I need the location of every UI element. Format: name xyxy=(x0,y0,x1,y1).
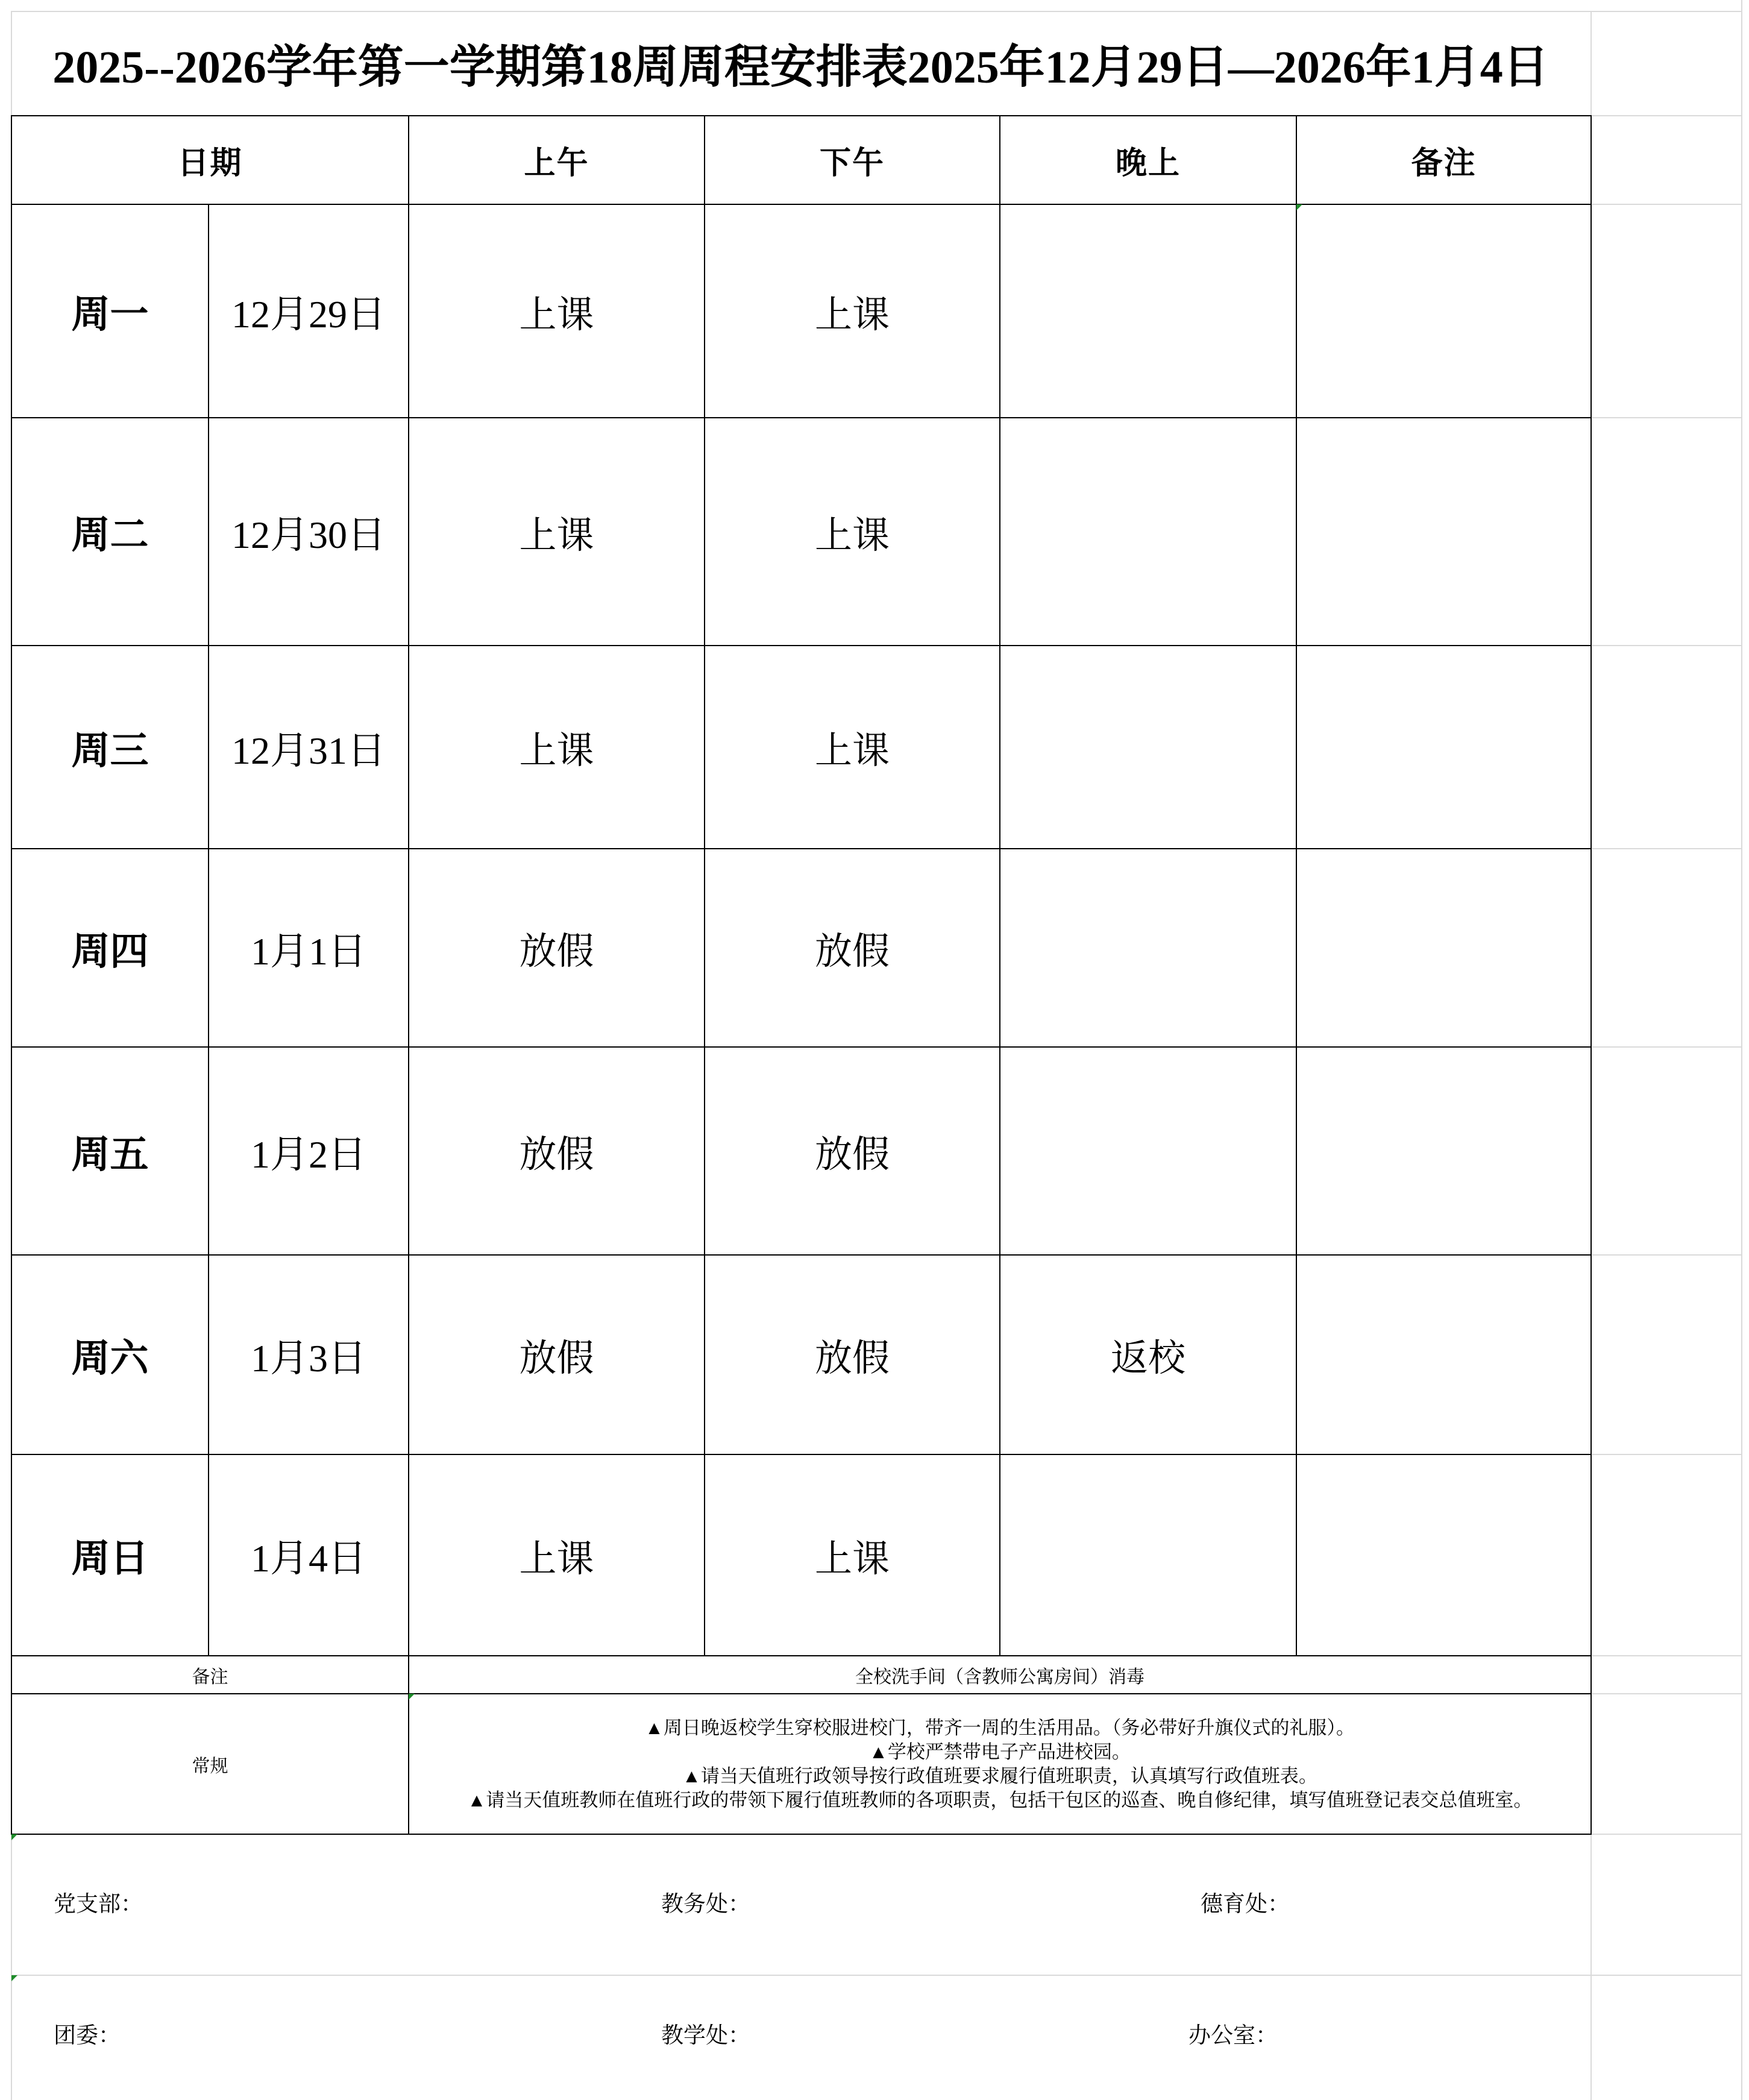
afternoon-text: 放假 xyxy=(815,1134,890,1175)
schedule-row xyxy=(11,646,1591,849)
date-cell[interactable] xyxy=(209,1454,409,1656)
day-label: 周三 xyxy=(71,729,149,772)
schedule-row xyxy=(11,849,1591,1047)
remarks-cell[interactable] xyxy=(1296,1454,1591,1656)
morning-cell[interactable] xyxy=(409,849,705,1047)
day-cell[interactable] xyxy=(11,1454,209,1656)
morning-cell[interactable] xyxy=(409,1047,705,1255)
notes-row xyxy=(11,1656,1591,1694)
date-cell[interactable] xyxy=(209,418,409,646)
morning-text: 放假 xyxy=(519,931,594,972)
morning-cell[interactable] xyxy=(409,646,705,849)
header-date: 日期 xyxy=(177,146,243,181)
gridline xyxy=(1590,848,1742,849)
gridline xyxy=(1741,0,1742,2100)
evening-cell[interactable] xyxy=(1000,1454,1296,1656)
day-cell[interactable] xyxy=(11,849,209,1047)
schedule-row xyxy=(11,1454,1591,1656)
afternoon-text: 上课 xyxy=(815,515,890,556)
remarks-cell[interactable] xyxy=(1296,418,1591,646)
header-evening-cell[interactable] xyxy=(1000,116,1296,204)
signature-general-office: 办公室： xyxy=(1189,2023,1278,2048)
date-cell[interactable] xyxy=(209,646,409,849)
schedule-row xyxy=(11,204,1591,418)
header-morning-cell[interactable] xyxy=(409,116,705,204)
gridline xyxy=(1590,1254,1742,1256)
day-cell[interactable] xyxy=(11,1255,209,1454)
gridline xyxy=(11,1975,1742,1976)
header-date-cell[interactable] xyxy=(11,116,409,204)
gridline xyxy=(1590,1655,1742,1656)
date-label: 12月30日 xyxy=(231,514,386,556)
afternoon-cell[interactable] xyxy=(705,646,1000,849)
routine-content-cell[interactable] xyxy=(409,1694,1591,1834)
comment-marker xyxy=(1296,204,1302,210)
date-cell[interactable] xyxy=(209,849,409,1047)
comment-marker xyxy=(11,1834,17,1840)
header-remarks-cell[interactable] xyxy=(1296,116,1591,204)
morning-text: 上课 xyxy=(519,1538,594,1580)
header-row xyxy=(11,116,1591,204)
afternoon-cell[interactable] xyxy=(705,204,1000,418)
afternoon-text: 上课 xyxy=(815,294,890,336)
signature-youth-league: 团委： xyxy=(54,2023,121,2048)
evening-text: 返校 xyxy=(1111,1338,1186,1379)
title-cell[interactable] xyxy=(11,11,1590,115)
morning-cell[interactable] xyxy=(409,1255,705,1454)
page-title: 2025--2026学年第一学期第18周周程安排表2025年12月29日—2026年1月4日 xyxy=(52,42,1549,93)
day-label: 周六 xyxy=(71,1336,149,1380)
remarks-cell[interactable] xyxy=(1296,1047,1591,1255)
date-label: 1月4日 xyxy=(251,1537,366,1580)
afternoon-cell[interactable] xyxy=(705,1255,1000,1454)
day-label: 周二 xyxy=(71,514,149,556)
evening-cell[interactable] xyxy=(1000,1047,1296,1255)
comment-marker xyxy=(409,1694,415,1700)
morning-cell[interactable] xyxy=(409,418,705,646)
routine-label-cell[interactable] xyxy=(11,1694,409,1834)
evening-cell[interactable] xyxy=(1000,204,1296,418)
day-cell[interactable] xyxy=(11,646,209,849)
morning-cell[interactable] xyxy=(409,1454,705,1656)
date-label: 1月3日 xyxy=(251,1336,366,1380)
gridline xyxy=(1590,417,1742,418)
signature-party-branch: 党支部： xyxy=(54,1892,143,1917)
schedule-table xyxy=(11,115,1592,1835)
morning-text: 放假 xyxy=(519,1134,594,1175)
morning-text: 上课 xyxy=(519,294,594,336)
morning-text: 上课 xyxy=(519,731,594,772)
routine-line: ▲请当天值班教师在值班行政的带领下履行值班教师的各项职责，包括干包区的巡查、晚自修纪律，填写值班登记表交总值班室。 xyxy=(467,1789,1533,1811)
header-afternoon-cell[interactable] xyxy=(705,116,1000,204)
evening-cell[interactable] xyxy=(1000,1255,1296,1454)
signature-moral-education: 德育处： xyxy=(1201,1892,1290,1917)
comment-marker xyxy=(11,1975,17,1981)
evening-cell[interactable] xyxy=(1000,849,1296,1047)
gridline xyxy=(1590,115,1742,116)
header-evening: 晚上 xyxy=(1116,146,1181,181)
morning-text: 放假 xyxy=(519,1338,594,1379)
date-cell[interactable] xyxy=(209,204,409,418)
day-label: 周日 xyxy=(71,1537,149,1580)
gridline xyxy=(1590,1454,1742,1455)
routine-line: ▲学校严禁带电子产品进校园。 xyxy=(869,1741,1131,1762)
gridline xyxy=(1590,645,1742,646)
afternoon-cell[interactable] xyxy=(705,849,1000,1047)
schedule-row xyxy=(11,418,1591,646)
day-cell[interactable] xyxy=(11,204,209,418)
gridline xyxy=(1590,1693,1742,1694)
header-afternoon: 下午 xyxy=(820,146,885,181)
routine-row xyxy=(11,1694,1591,1834)
routine-label: 常规 xyxy=(192,1756,228,1776)
footer-body xyxy=(11,1656,1591,1834)
notes-content: 全校洗手间（含教师公寓房间）消毒 xyxy=(855,1667,1145,1687)
afternoon-text: 放假 xyxy=(815,1338,890,1379)
remarks-cell[interactable] xyxy=(1296,1255,1591,1454)
schedule-row xyxy=(11,1047,1591,1255)
afternoon-cell[interactable] xyxy=(705,1454,1000,1656)
signature-teaching-office: 教学处： xyxy=(661,2023,750,2048)
remarks-cell[interactable] xyxy=(1296,204,1591,418)
gridline xyxy=(1590,1046,1742,1048)
header-remarks: 备注 xyxy=(1411,146,1477,181)
routine-line: ▲请当天值班行政领导按行政值班要求履行值班职责，认真填写行政值班表。 xyxy=(682,1765,1317,1787)
date-label: 12月29日 xyxy=(231,293,386,336)
remarks-cell[interactable] xyxy=(1296,849,1591,1047)
gridline xyxy=(1590,204,1742,205)
schedule-body xyxy=(11,204,1591,1656)
afternoon-cell[interactable] xyxy=(705,1047,1000,1255)
morning-cell[interactable] xyxy=(409,204,705,418)
evening-cell[interactable] xyxy=(1000,418,1296,646)
notes-label: 备注 xyxy=(192,1667,228,1687)
schedule-row xyxy=(11,1255,1591,1454)
date-label: 1月1日 xyxy=(251,929,366,973)
afternoon-text: 上课 xyxy=(815,731,890,772)
date-label: 1月2日 xyxy=(251,1133,366,1176)
afternoon-text: 上课 xyxy=(815,1538,890,1580)
day-cell[interactable] xyxy=(11,418,209,646)
remarks-cell[interactable] xyxy=(1296,646,1591,849)
date-cell[interactable] xyxy=(209,1255,409,1454)
day-cell[interactable] xyxy=(11,1047,209,1255)
notes-label-cell[interactable] xyxy=(11,1656,409,1694)
signature-academic-affairs: 教务处： xyxy=(661,1892,750,1917)
date-cell[interactable] xyxy=(209,1047,409,1255)
date-label: 12月31日 xyxy=(231,729,386,772)
day-label: 周四 xyxy=(71,929,149,973)
afternoon-cell[interactable] xyxy=(705,418,1000,646)
morning-text: 上课 xyxy=(519,515,594,556)
day-label: 周五 xyxy=(71,1133,149,1176)
evening-cell[interactable] xyxy=(1000,646,1296,849)
header-morning: 上午 xyxy=(524,146,589,181)
notes-content-cell[interactable] xyxy=(409,1656,1591,1694)
routine-line: ▲周日晚返校学生穿校服进校门，带齐一周的生活用品。（务必带好升旗仪式的礼服）。 xyxy=(645,1717,1355,1738)
afternoon-text: 放假 xyxy=(815,931,890,972)
day-label: 周一 xyxy=(71,293,149,336)
